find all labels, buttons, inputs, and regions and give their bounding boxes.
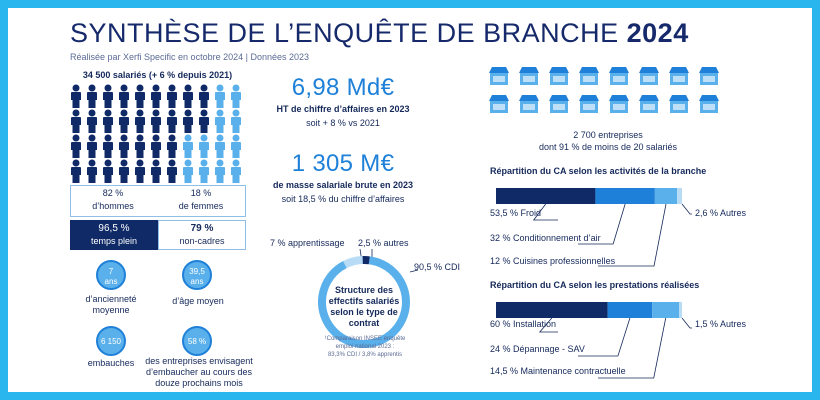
men-pct: 82 %: [102, 188, 124, 198]
shop-pictogram-grid: [488, 66, 728, 126]
person-icon: [70, 159, 82, 183]
ca-activity-1-label: 53,5 % Froid: [490, 208, 542, 218]
person-icon: [150, 109, 162, 133]
ca-activity-4-label: 2,6 % Autres: [695, 208, 747, 218]
noncadre-pct: 79 %: [190, 223, 214, 234]
seniority-badge-icon: [96, 260, 126, 290]
shop-icon: [518, 66, 540, 86]
women-pct: 18 %: [190, 188, 212, 198]
age-badge-icon: [182, 260, 212, 290]
shop-icon: [548, 94, 570, 114]
person-icon: [150, 134, 162, 158]
ca-service-4-label: 1,5 % Autres: [695, 319, 747, 329]
hiring-intent-badge-icon: [182, 326, 212, 356]
shop-icon: [668, 94, 690, 114]
employees-headline: 34 500 salariés (+ 6 % depuis 2021): [82, 70, 233, 80]
seniority-value: 7: [108, 267, 114, 276]
payroll-value: 1 305 M€: [291, 150, 395, 177]
companies-detail: dont 91 % de moins de 20 salariés: [538, 142, 678, 152]
ca-activity-segment-3: [655, 188, 677, 204]
shop-icon: [638, 94, 660, 114]
person-icon: [134, 159, 146, 183]
person-icon: [118, 84, 130, 108]
person-icon: [102, 134, 114, 158]
ca-activity-segment-4: [677, 188, 682, 204]
revenue-growth: soit + 8 % vs 2021: [306, 118, 380, 128]
hiring-intent-value: 58 %: [187, 337, 207, 346]
ca-service-segment-1: [496, 302, 608, 318]
person-icon: [230, 134, 242, 158]
person-icon: [118, 109, 130, 133]
infographic: [8, 8, 812, 392]
person-icon: [134, 109, 146, 133]
person-icon: [134, 134, 146, 158]
shop-icon: [608, 66, 630, 86]
ca-service-leader-line-2: [578, 318, 630, 356]
ca-service-2-label: 24 % Dépannage - SAV: [490, 344, 585, 354]
person-icon: [214, 109, 226, 133]
ca-activity-3-label: 12 % Cuisines professionnelles: [490, 256, 616, 266]
person-icon: [198, 84, 210, 108]
shop-icon: [578, 66, 600, 86]
person-icon: [182, 109, 194, 133]
person-icon: [102, 159, 114, 183]
revenue-value: 6,98 Md€: [291, 74, 395, 101]
shop-icon: [698, 66, 720, 86]
shop-icon: [488, 66, 510, 86]
person-icon: [230, 159, 242, 183]
person-icon: [230, 109, 242, 133]
title-year: 2024: [626, 18, 689, 48]
person-icon: [86, 159, 98, 183]
ca-services-title: Répartition du CA selon les prestations réalisées: [490, 280, 700, 290]
noncadre-label: non-cadres: [179, 236, 225, 246]
shop-icon: [548, 66, 570, 86]
person-icon: [198, 109, 210, 133]
person-icon: [118, 159, 130, 183]
shop-icon: [668, 66, 690, 86]
ca-service-segment-4: [679, 302, 682, 318]
ca-activity-leader-line-4: [682, 204, 692, 214]
footnote-line-2: emploi national 2023 :: [335, 344, 395, 350]
ca-service-segment-3: [652, 302, 679, 318]
person-icon: [230, 84, 242, 108]
age-value: 39,5: [189, 267, 205, 276]
ca-service-segment-2: [608, 302, 653, 318]
shop-icon: [488, 94, 510, 114]
footnote-line-1: ¹Comparaison INSEE enquête: [324, 336, 406, 342]
people-pictogram-grid: [70, 84, 250, 184]
shop-icon: [698, 94, 720, 114]
person-icon: [166, 159, 178, 183]
person-icon: [214, 134, 226, 158]
person-icon: [134, 84, 146, 108]
person-icon: [166, 109, 178, 133]
person-icon: [166, 134, 178, 158]
seniority-label: d’ancienneté moyenne: [85, 294, 137, 315]
person-icon: [150, 159, 162, 183]
person-icon: [102, 84, 114, 108]
fulltime-pct: 96,5 %: [98, 223, 130, 234]
other-contracts-label: 2,5 % autres: [358, 238, 409, 248]
person-icon: [102, 109, 114, 133]
ca-activities-segments: [496, 188, 692, 266]
person-icon: [198, 134, 210, 158]
person-icon: [86, 109, 98, 133]
companies-count: 2 700 entreprises: [573, 130, 643, 140]
ca-service-leader-line-4: [682, 318, 692, 328]
hires-value: 6 150: [100, 337, 122, 346]
hires-label: embauches: [87, 358, 135, 368]
person-icon: [118, 134, 130, 158]
person-icon: [70, 109, 82, 133]
person-icon: [86, 134, 98, 158]
ca-activity-segment-1: [496, 188, 595, 204]
page-title: [70, 18, 689, 49]
cdi-label: 90,5 % CDI: [414, 262, 461, 272]
ca-activities-title: Répartition du CA selon les activités de la branche: [490, 166, 707, 176]
person-icon: [182, 159, 194, 183]
shop-icon: [638, 66, 660, 86]
person-icon: [70, 84, 82, 108]
title-text: SYNTHÈSE DE L’ENQUÊTE DE BRANCHE: [70, 18, 619, 48]
hiring-intent-label: des entreprises envisagent d’embaucher au cours des douze prochains mois: [145, 356, 253, 388]
ca-activity-2-label: 32 % Conditionnement d’air: [490, 233, 601, 243]
shop-icon: [518, 94, 540, 114]
person-icon: [214, 84, 226, 108]
person-icon: [86, 84, 98, 108]
ca-activity-segment-2: [595, 188, 654, 204]
women-label: de femmes: [178, 201, 224, 211]
person-icon: [166, 84, 178, 108]
shop-icon: [578, 94, 600, 114]
men-label: d’hommes: [92, 201, 134, 211]
age-unit: ans: [190, 277, 204, 286]
person-icon: [70, 134, 82, 158]
donut-center-title: Structure des effectifs salariés selon le type de contrat: [328, 285, 400, 328]
hires-badge-icon: [96, 326, 126, 356]
donut-footnote: [322, 335, 408, 359]
age-label: d’âge moyen: [172, 296, 224, 306]
revenue-label: HT de chiffre d’affaires en 2023: [276, 104, 410, 114]
payroll-label: de masse salariale brute en 2023: [272, 180, 414, 190]
ca-service-1-label: 60 % Installation: [490, 319, 557, 329]
person-icon: [198, 159, 210, 183]
apprentice-label: 7 % apprentissage: [270, 238, 345, 248]
ca-service-3-label: 14,5 % Maintenance contractuelle: [490, 366, 626, 376]
person-icon: [182, 134, 194, 158]
footnote-line-3: 83,3% CDI / 3,8% apprentis: [327, 352, 403, 358]
shop-icon: [608, 94, 630, 114]
page-subtitle: Réalisée par Xerfi Specific en octobre 2024 | Données 2023: [70, 52, 309, 62]
donut-segment-apprentice: [345, 260, 363, 265]
payroll-share: soit 18,5 % du chiffre d’affaires: [281, 194, 405, 204]
fulltime-label: temps plein: [90, 236, 138, 246]
person-icon: [182, 84, 194, 108]
person-icon: [214, 159, 226, 183]
person-icon: [150, 84, 162, 108]
seniority-unit: ans: [104, 277, 118, 286]
cdi-leader-line: [410, 270, 418, 272]
